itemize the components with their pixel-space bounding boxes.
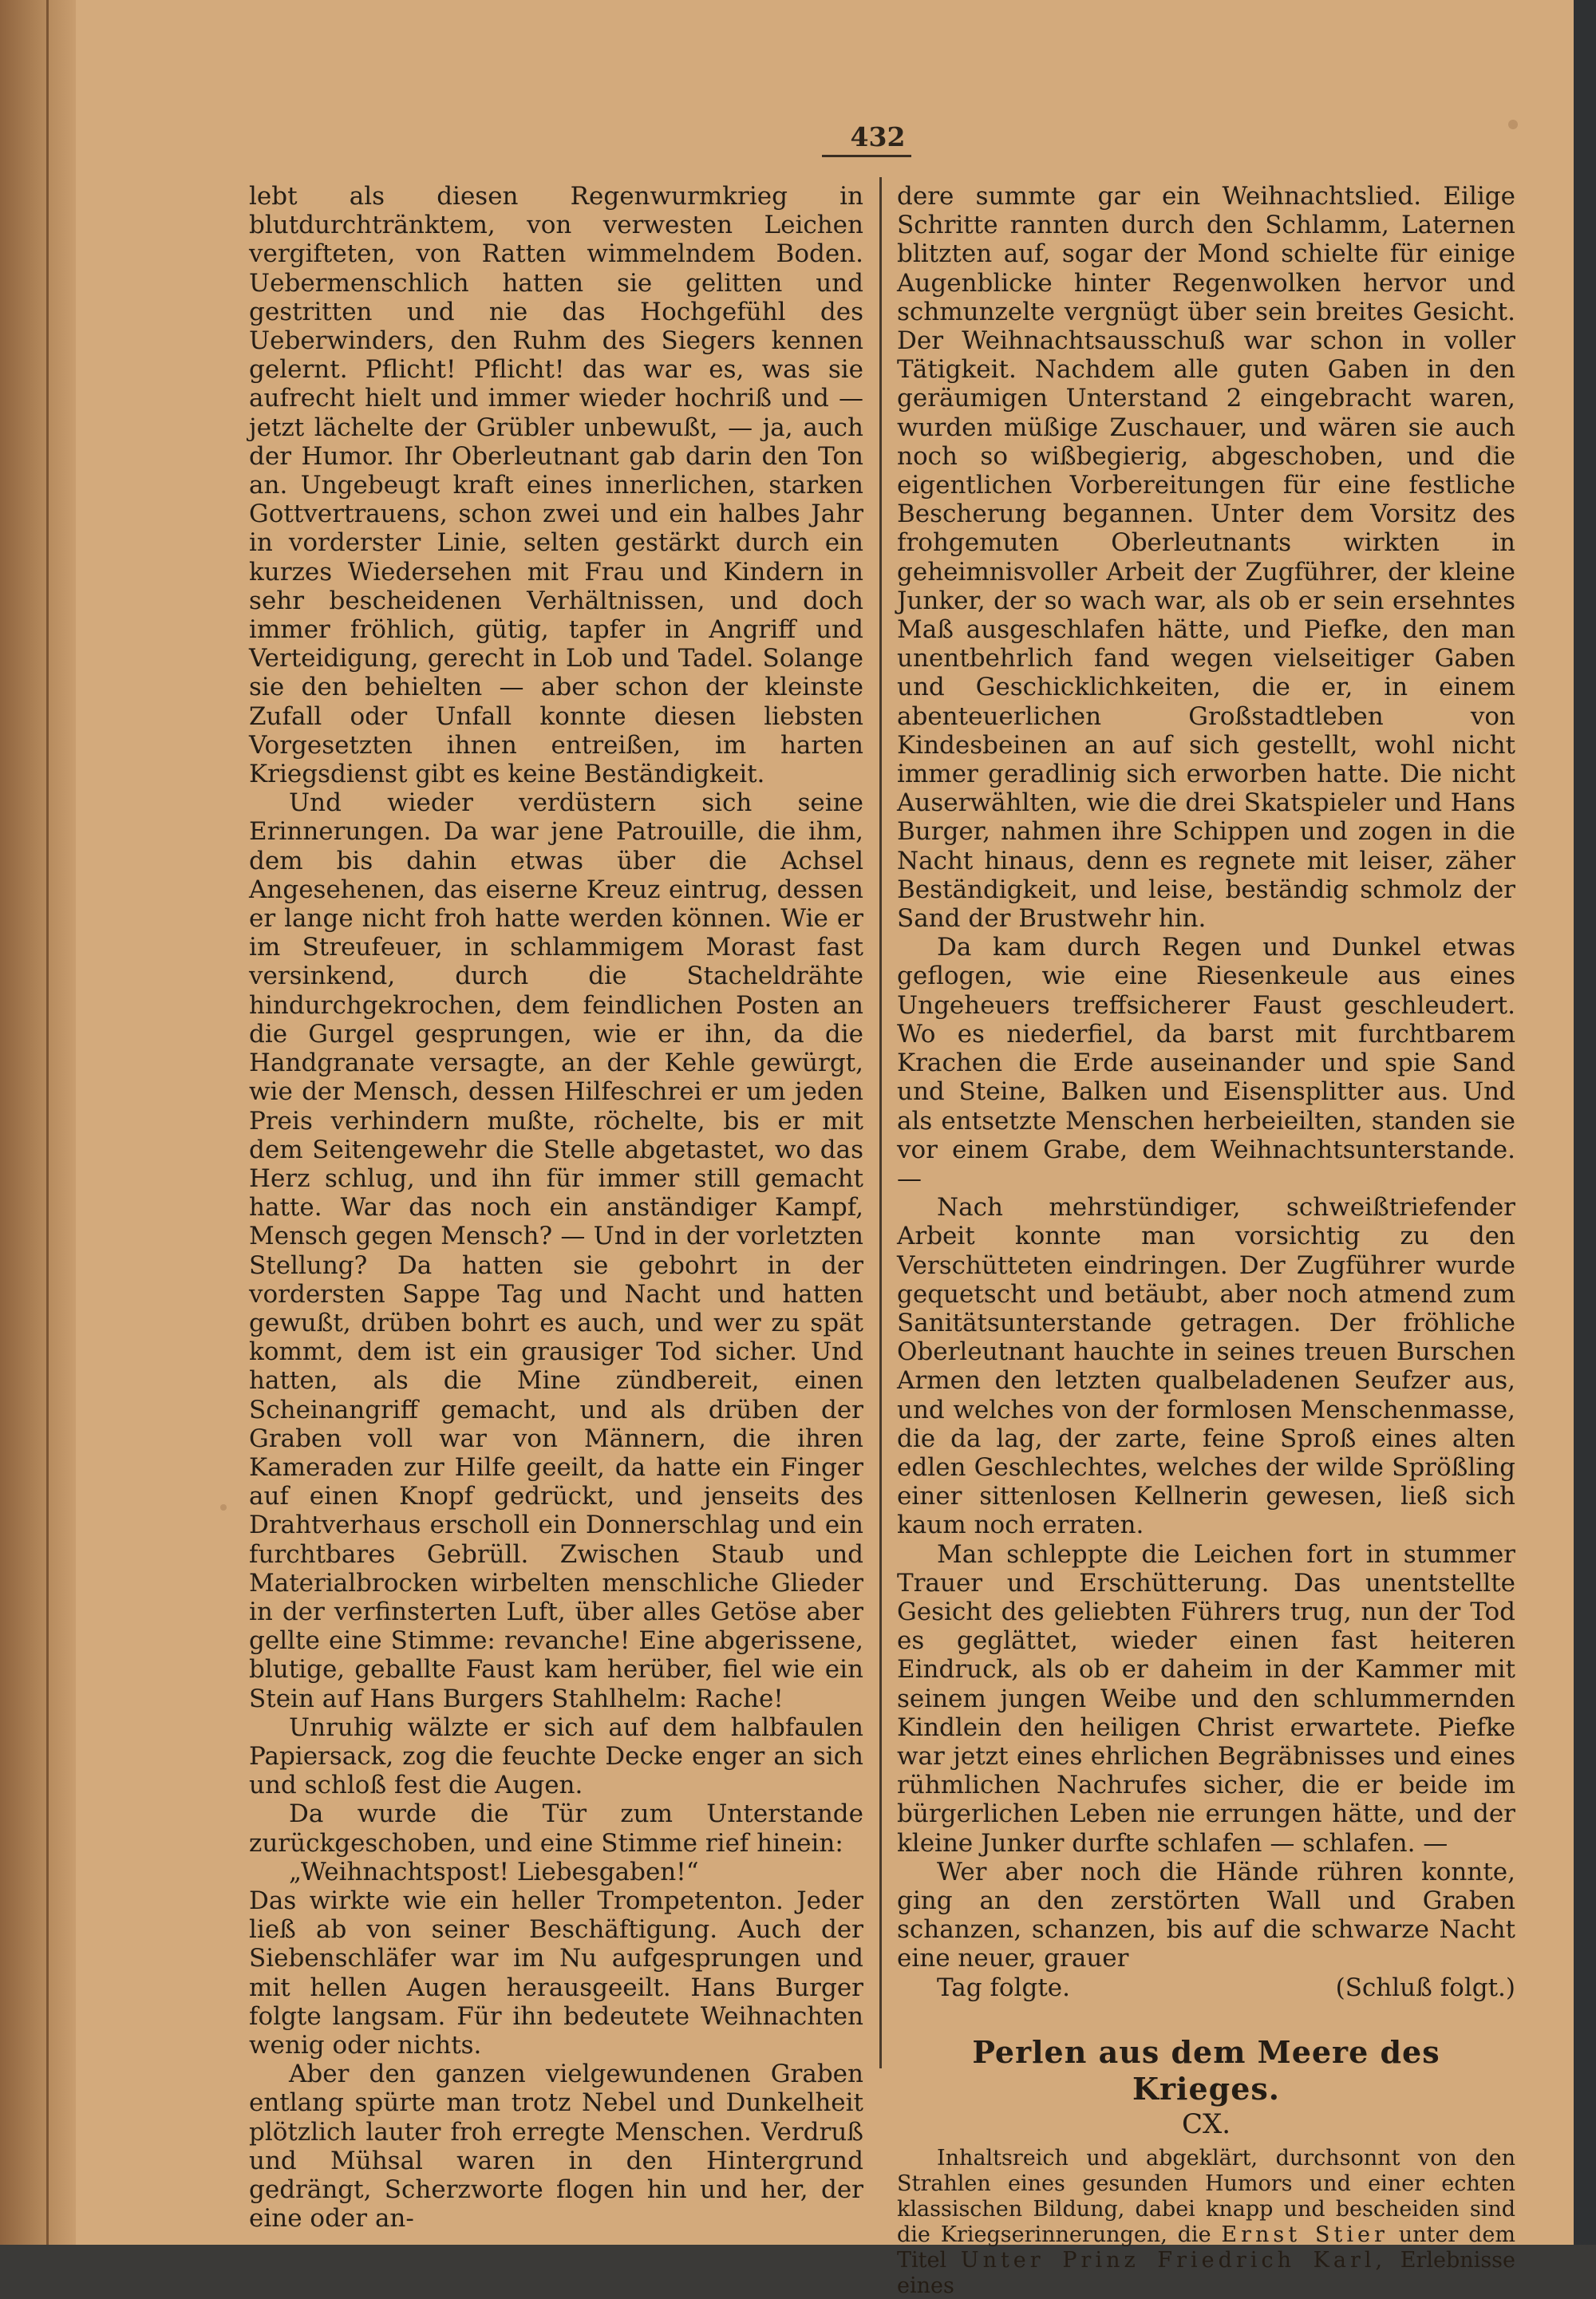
page-stain (1508, 120, 1518, 129)
left-column (249, 182, 863, 2233)
section-intro-end: Erlebnisse eines (897, 2247, 1516, 2298)
paragraph: Und wieder verdüstern sich seine Erinnerungen. Da war jene Patrouille, die ihm, dem bis dahin etwas über die Achsel Angesehenen, das eiserne Kreuz eintrug, dessen er lange nicht froh hatte werden können. Wie er im Streufeuer, in schlammigem Morast fast versinkend, durch die Stacheldrähte hindurchgekrochen, dem feindlichen Posten an die Gurgel gesprungen, wie er ihn, da die Handgranate versagte, an der Kehle gewürgt, wie der Mensch, dessen Hilfeschrei er um jeden Preis verhindern mußte, röchelte, bis er mit dem Seitengewehr die Stelle abgetastet, wo das Herz schlug, und ihn für immer still gemacht hatte. War das noch ein anständiger Kampf, Mensch gegen Mensch? — Und in der vorletzten Stellung? Da hatten sie gebohrt in der vordersten Sappe Tag und Nacht und hatten gewußt, drüben bohrt es auch, und wer zu spät kommt, dem ist ein grausiger Tod sicher. Und hatten, als die Mine zündbereit, einen Scheinangriff gemacht, und als drüben der Graben voll war von Männern, die ihren Kameraden zur Hilfe geeilt, da hatte ein Finger auf einen Knopf gedrückt, und jenseits des Drahtverhaus erscholl ein Donnerschlag und ein furchtbares Gebrüll. Zwischen Staub und Materialbrocken wirbelten menschliche Glieder in der verfinsterten Luft, über alles Getöse aber gellte eine Stimme: revanche! Eine abgerissene, blutige, geballte Faust kam herüber, fiel wie ein Stein auf Hans Burgers Stahlhelm: Rache! (249, 788, 863, 1713)
paragraph: Aber den ganzen vielgewundenen Graben entlang spürte man trotz Nebel und Dunkelheit plötzlich lauter froh erregte Menschen. Verdruß und Mühsal waren in den Hintergrund gedrängt, Scherzworte flogen hin und her, der eine oder an- (249, 2060, 863, 2234)
section-intro-text: Inhaltsreich und abgeklärt, durchsonnt von den Strahlen eines gesunden Humors und einer echten klassischen Bildung, dabei knapp und bescheiden sind die Kriegserinnerungen, die (897, 2145, 1515, 2247)
gutter-line (46, 0, 49, 2245)
page-stain (220, 1504, 227, 1511)
header-rule (822, 155, 911, 157)
paragraph: Unruhig wälzte er sich auf dem halbfaulen Papiersack, zog die feuchte Decke enger an sich und schloß fest die Augen. (249, 1712, 863, 1800)
paragraph: lebt als diesen Regenwurmkrieg in blutdurchtränktem, von verwesten Leichen vergifteten, von Ratten wimmelndem Boden. Uebermenschlich hatten sie gelitten und gestritten und nie das Hochgefühl des Ueberwinders, den Ruhm des Siegers kennen gelernt. Pflicht! Pflicht! das war es, was sie aufrecht hielt und immer wieder hochriß und — jetzt lächelte der Grübler unbewußt, — ja, auch der Humor. Ihr Oberleutnant gab darin den Ton an. Ungebeugt kraft eines innerlichen, starken Gottvertrauens, schon zwei und ein halbes Jahr in vorderster Linie, selten gestärkt durch ein kurzes Wiedersehen mit Frau und Kindern in sehr bescheidenen Verhältnissen, und doch immer fröhlich, gütig, tapfer in Angriff und Verteidigung, gerecht in Lob und Tadel. Solange sie den behielten — aber schon der kleinste Zufall oder Unfall konnte diesen liebsten Vorgesetzten ihnen entreißen, im harten Kriegsdienst gibt es keine Beständigkeit. (249, 182, 863, 789)
paragraph: dere summte gar ein Weihnachtslied. Eilige Schritte rannten durch den Schlamm, Laternen blitzten auf, sogar der Mond schielte für einige Augenblicke hinter Regenwolken hervor und schmunzelte vergnügt über sein breites Gesicht. Der Weihnachtsausschuß war schon in voller Tätigkeit. Nachdem alle guten Gaben in den geräumigen Unterstand 2 eingebracht waren, wurden müßige Zuschauer, und wären sie auch noch so wißbegierig, abgeschoben, und die eigentlichen Vorbereitungen für eine festliche Bescherung begannen. Unter dem Vorsitz des frohgemuten Oberleutnants wirkten in geheimnisvoller Arbeit der Zugführer, der kleine Junker, der so wach war, als ob er sein ersehntes Maß ausgeschlafen hätte, und Piefke, den man unentbehrlich fand wegen vielseitiger Gaben und Geschicklichkeiten, die er, in einem abenteuerlichen Großstadtleben von Kindesbeinen an auf sich gestellt, wohl nicht immer geradlinig sich erworben hatte. Die nicht Auserwählten, wie die drei Skatspieler und Hans Burger, nahmen ihre Schippen und zogen in die Nacht hinaus, denn es regnete mit leiser, zäher Beständigkeit, und leise, beständig schmolz der Sand der Brustwehr hin. (897, 182, 1515, 934)
book-title: Unter Prinz Friedrich Karl, (960, 2247, 1387, 2273)
column-divider (879, 177, 882, 2068)
closing-row (897, 1973, 1515, 2002)
paragraph: Da kam durch Regen und Dunkel etwas geflogen, wie eine Riesenkeule aus eines Ungeheuers treffsicherer Faust geschleudert. Wo es niederfiel, da barst mit furchtbarem Krachen die Erde auseinander und spie Sand und Steine, Balken und Eisensplitter aus. Und als entsetzte Menschen herbeieilten, standen sie vor einem Grabe, dem Weihnachtsunterstande. — (897, 933, 1515, 1193)
closing-line: Tag folgte. (937, 1973, 1071, 2002)
page-number: 432 (850, 121, 906, 152)
page-spine-shadow (0, 0, 76, 2245)
right-column (897, 182, 1515, 2299)
paragraph: „Weihnachtspost! Liebesgaben!“ (289, 1857, 699, 1886)
paragraph: Man schleppte die Leichen fort in stummer Trauer und Erschütterung. Das unentstellte Gesicht des geliebten Führers trug, nun der Tod es geglättet, wieder einen fast heiteren Eindruck, als ob er daheim in der Kammer mit seinem jungen Weibe und den schlummernden Kindlein den heiligen Christ erwartete. Piefke war jetzt eines ehrlichen Begräbnisses und eines rühmlichen Nachrufes sicher, die er beide im bürgerlichen Leben nie errungen hätte, und der kleine Junker durfte schlafen — schlafen. — (897, 1539, 1515, 1858)
continued-note: (Schluß folgt.) (1335, 1973, 1515, 2002)
paragraph: Das wirkte wie ein heller Trompetenton. Jeder ließ ab von seiner Beschäftigung. Auch der Siebenschläfer war im Nu aufgesprungen und mit hellen Augen herausgeeilt. Hans Burger folgte langsam. Für ihn bedeutete Weihnachten wenig oder nichts. (249, 1886, 863, 2060)
author-name: Ernst Stier (1221, 2222, 1389, 2247)
paragraph: Da wurde die Tür zum Unterstande zurückgeschoben, und eine Stimme rief hinein: (249, 1799, 863, 1858)
paragraph: Nach mehrstündiger, schweißtriefender Arbeit konnte man vorsichtig zu den Verschütteten eindringen. Der Zugführer wurde gequetscht und betäubt, aber noch atmend zum Sanitätsunterstande getragen. Der fröhliche Oberleutnant hauchte in seines treuen Burschen Armen den letzten qualbeladenen Seufzer aus, und welches von der formlosen Menschenmasse, die da lag, der zarte, feine Sproß eines alten edlen Geschlechtes, welches der wilde Sprößling einer sittenlosen Kellnerin gewesen, ließ sich kaum noch erraten. (897, 1193, 1515, 1540)
right-column-paragraphs (897, 182, 1515, 1973)
section-intro (897, 2146, 1515, 2299)
section-title: Perlen aus dem Meere des Krieges. (972, 2033, 1440, 2107)
paragraph: Wer aber noch die Hände rühren konnte, ging an den zerstörten Wall und Graben schanzen, schanzen, bis auf die schwarze Nacht eine neuer, grauer (897, 1857, 1515, 1973)
section-intro-middle: unter dem Titel (897, 2222, 1515, 2273)
section-number: CX. (1181, 2107, 1231, 2140)
